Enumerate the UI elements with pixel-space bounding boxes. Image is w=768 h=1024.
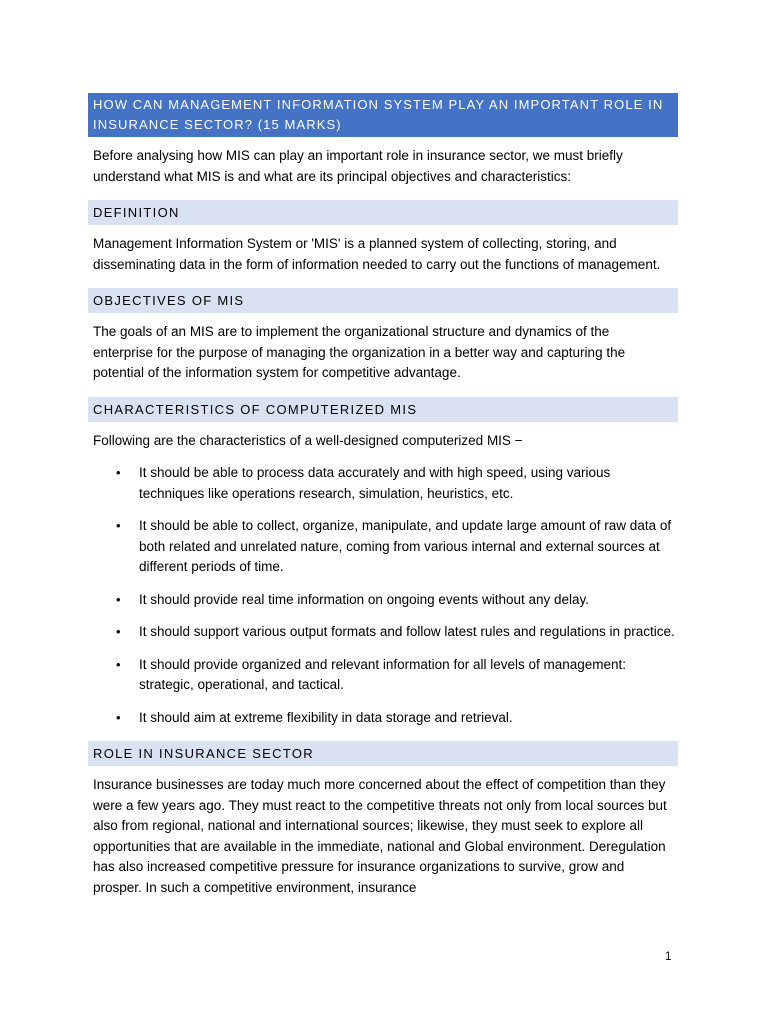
objectives-heading: OBJECTIVES OF MIS [88,288,678,313]
bullet-icon: • [116,624,121,639]
list-item [88,655,678,696]
definition-heading: DEFINITION [88,200,678,225]
list-item [88,516,678,578]
bullet-icon: • [116,656,121,672]
characteristics-heading: CHARACTERISTICS OF COMPUTERIZED MIS [88,397,678,422]
bullet-icon: • [116,518,121,533]
definition-paragraph: Management Information System or 'MIS' is a planned system of collecting, storing, and disseminating data in the form of information needed to carry out the functions of management. [93,236,661,272]
intro-paragraph: Before analysing how MIS can play an important role in insurance sector, we must briefly understand what MIS is and what are its principal objectives and characteristics: [93,148,623,184]
characteristics-intro: Following are the characteristics of a well-designed computerized MIS − [93,432,523,448]
bullet-icon: • [116,709,121,725]
list-item [88,708,678,729]
list-item-text: It should be able to collect, organize, manipulate, and update large amount of raw data of both related and unrelated nature, coming from various internal and external sources at different periods of time. [139,518,672,574]
document-title: HOW CAN MANAGEMENT INFORMATION SYSTEM PLAY AN IMPORTANT ROLE IN INSURANCE SECTOR? (15 MARKS) [88,93,678,137]
role-paragraph: Insurance businesses are today much more concerned about the effect of competition than they were a few years ago. They must react to the competitive threats not only from local sources but also from regional, national and international sources; likewise, they must seek to explore all opportunities that are available in the immediate, national and Global environment. Deregulation has also increased competitive pressure for insurance organizations to survive, grow and prosper. In such a competitive environment, insurance [93,777,667,895]
bullet-icon: • [116,591,121,607]
page-number: 1 [665,951,672,963]
objectives-paragraph: The goals of an MIS are to implement the organizational structure and dynamics of the enterprise for the purpose of managing the organization in a better way and capturing the potential of the information system for competitive advantage. [93,324,626,380]
list-item-text: It should be able to process data accurately and with high speed, using various techniques like operations research, simulation, heuristics, etc. [139,465,611,501]
document-page [88,93,678,898]
list-item [88,622,678,643]
list-item-text: It should aim at extreme flexibility in data storage and retrieval. [139,709,513,725]
list-item-text: It should support various output formats and follow latest rules and regulations in practice. [139,624,675,639]
list-item-text: It should provide real time information on ongoing events without any delay. [139,591,590,607]
characteristics-list [88,463,678,728]
role-heading: ROLE IN INSURANCE SECTOR [88,741,678,766]
list-item [88,463,678,504]
list-item-text: It should provide organized and relevant information for all levels of management: strategic, operational, and tactical. [139,656,627,692]
list-item [88,590,678,611]
bullet-icon: • [116,465,121,480]
